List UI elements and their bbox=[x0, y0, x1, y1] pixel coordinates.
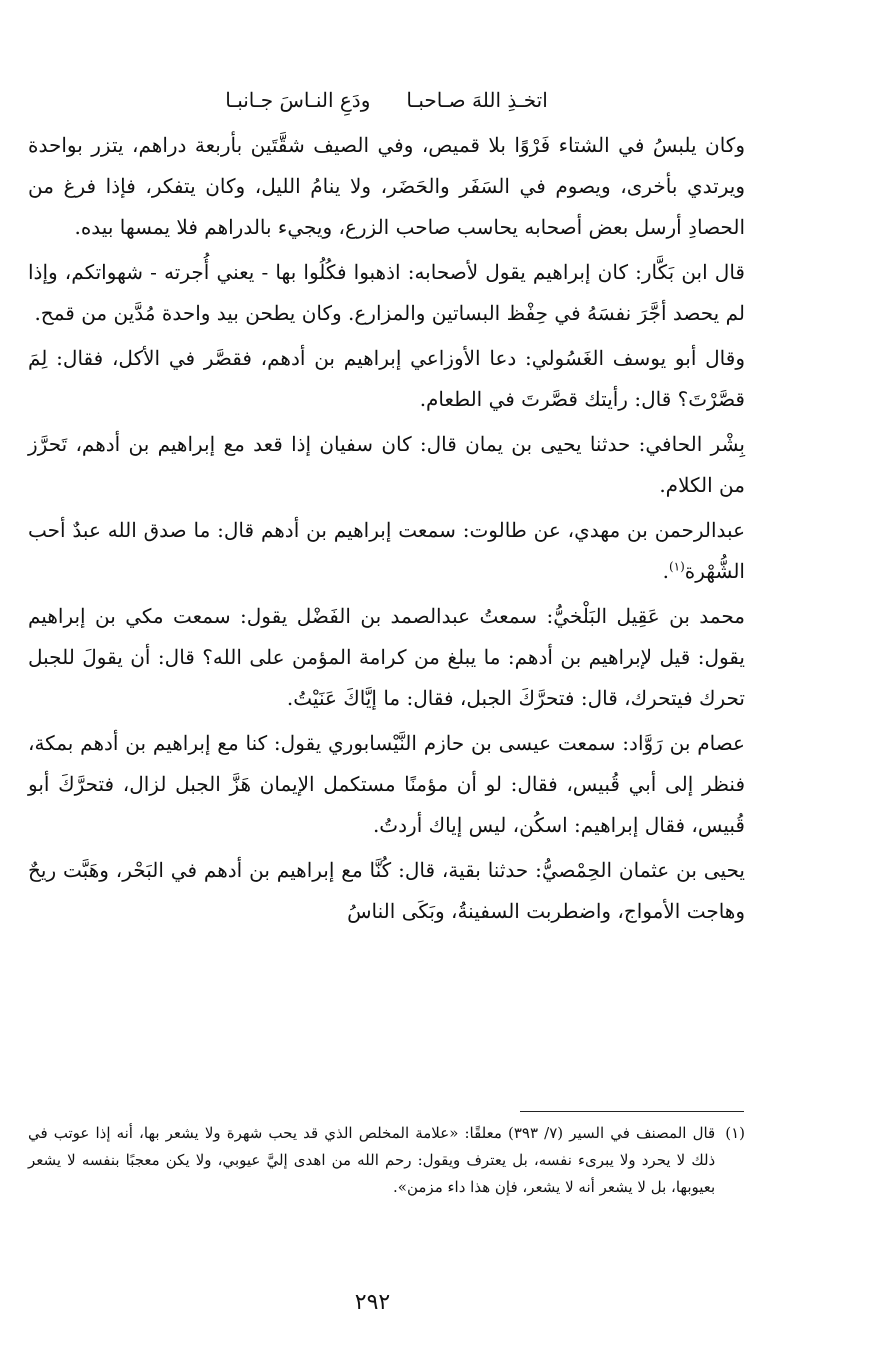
footnote-separator bbox=[520, 1111, 744, 1112]
paragraph-text: يحيى بن عثمان الحِمْصيُّ: حدثنا بقية، قال: كُنَّا مع إبراهيم بن أدهم في البَحْر، وهَبَّت ريحٌ وهاجت الأمواج، واضطربت السفينةُ، وبَكَى الناسُ bbox=[28, 858, 745, 923]
verse-hemistich-1: اتخـذِ اللهَ صـاحبـا bbox=[406, 88, 548, 112]
paragraph-text: وقال أبو يوسف الغَسُولي: دعا الأوزاعي إبراهيم بن أدهم، فقصَّر في الأكل، فقال: لِمَ قصَّرْتَ؟ قال: رأيتك قصَّرتَ في الطعام. bbox=[28, 346, 745, 411]
paragraph bbox=[28, 592, 745, 719]
paragraph-end-punct: . bbox=[662, 559, 669, 583]
main-text-block bbox=[28, 80, 745, 932]
paragraph bbox=[28, 248, 745, 334]
paragraph-text: عبدالرحمن بن مهدي، عن طالوت: سمعت إبراهيم بن أدهم قال: ما صدق الله عبدٌ أحب الشُّهْرة bbox=[28, 518, 745, 583]
paragraph bbox=[28, 334, 745, 420]
footnote bbox=[28, 1120, 745, 1201]
paragraph-text: عصام بن رَوَّاد: سمعت عيسى بن حازم النَّيْسابوري يقول: كنا مع إبراهيم بن أدهم بمكة، فنظر إلى أبي قُبيس، فقال: لو أن مؤمنًا مستكمل الإيمان هَزَّ الجبل لزال، فتحرَّكَ أبو قُبيس، فقال إبراهيم: اسكُن، ليس إياك أردتُ. bbox=[28, 731, 745, 837]
footnote-reference: (١) bbox=[668, 559, 685, 574]
footnote-text: قال المصنف في السير (٧/ ٣٩٣) معلقًا: «علامة المخلص الذي قد يحب شهرة ولا يشعر بها، أنه إذا عوتب في ذلك لا يحرد ولا يبرىء نفسه، بل يعترف ويقول: رحم الله من اهدى إليَّ عيوبي، ولا يكن معجبًا بنفسه لا يشعر بعيوبها، بل لا يشعر أنه لا يشعر، فإن هذا داء مزمن». bbox=[28, 1124, 716, 1196]
paragraph bbox=[28, 846, 745, 932]
verse-hemistich-2: ودَعِ النـاسَ جـانبـا bbox=[225, 88, 371, 112]
paragraph bbox=[28, 420, 745, 506]
paragraph-text: وكان يلبسُ في الشتاء فَرْوًا بلا قميص، وفي الصيف شقَّتَين بأربعة دراهم، يتزر بواحدة ويرتدي بأخرى، ويصوم في السَفَر والحَضَر، ولا ينامُ الليل، وكان يتفكر، فإذا فرغ من الحصادِ أرسل بعض أصحابه يحاسب صاحب الزرع، ويجيء بالدراهم فلا يمسها بيده. bbox=[28, 133, 745, 239]
paragraph bbox=[28, 719, 745, 846]
paragraph bbox=[28, 121, 745, 248]
paragraph-text: قال ابن بَكَّار: كان إبراهيم يقول لأصحابه: اذهبوا فكُلُوا بها - يعني أُجرته - شهواتكم، وإذا لم يحصد أجَّرَ نفسَهُ في حِفْظ البساتين والمزارع. وكان يطحن بيد واحدة مُدَّين من قمح. bbox=[28, 260, 745, 325]
paragraph bbox=[28, 506, 745, 592]
page-number: ٢٩٢ bbox=[354, 1290, 391, 1315]
footnotes-block bbox=[28, 1120, 745, 1201]
footnote-number: (١) bbox=[725, 1124, 745, 1142]
paragraph-text: بِشْر الحافي: حدثنا يحيى بن يمان قال: كان سفيان إذا قعد مع إبراهيم بن أدهم، تَحرَّز من الكلام. bbox=[28, 432, 745, 497]
paragraph-text: محمد بن عَقِيل البَلْخيُّ: سمعتُ عبدالصمد بن الفَضْل يقول: سمعت مكي بن إبراهيم يقول: قيل لإبراهيم بن أدهم: ما يبلغ من كرامة المؤمن على الله؟ قال: أن يقولَ للجبل تحرك فيتحرك، قال: فتحرَّكَ الجبل، فقال: ما إيَّاكَ عَنَيْتُ. bbox=[28, 604, 745, 710]
poem-verse bbox=[28, 80, 745, 121]
